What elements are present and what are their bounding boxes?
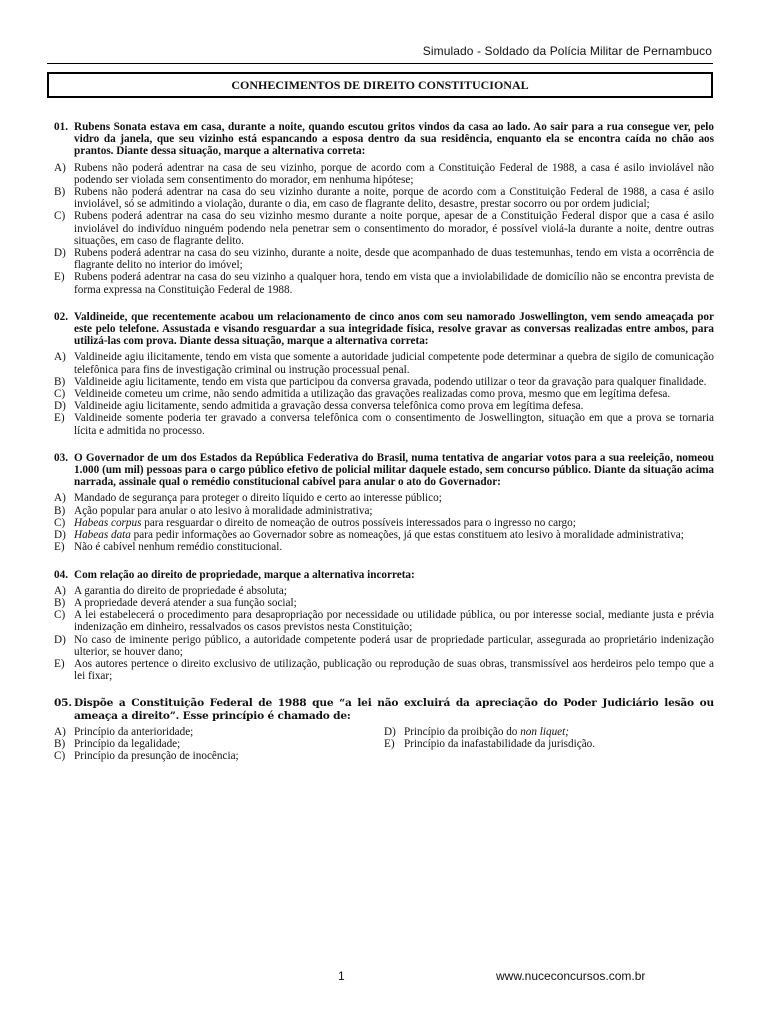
option-letter: C) bbox=[54, 210, 66, 223]
option-text: Rubens poderá adentrar na casa do seu vizinho a qualquer hora, tendo em vista que a inviolabilidade de domicílio não se encontra prevista de forma expressa na Constituição Federal de 1988. bbox=[74, 271, 714, 296]
option-b[interactable] bbox=[54, 505, 714, 517]
option-text: Princípio da anterioridade; bbox=[74, 725, 194, 738]
option-letter: A) bbox=[54, 492, 66, 505]
option-letter: E) bbox=[54, 657, 65, 670]
option-c[interactable] bbox=[54, 210, 714, 247]
question-stem bbox=[54, 311, 714, 348]
option-a[interactable] bbox=[54, 492, 714, 504]
option-text: Valdineide somente poderia ter gravado a conversa telefônica com o consentimento de Joswellington, situação em que a prova se tornaria lícita e admitida no processo. bbox=[74, 412, 714, 437]
option-letter: C) bbox=[54, 609, 66, 622]
option-italic-term: non liquet; bbox=[520, 725, 569, 738]
option-letter: D) bbox=[54, 247, 66, 260]
question-text: O Governador de um dos Estados da República Federativa do Brasil, numa tentativa de angariar votos para a sua reeleição, nomeou 1.000 (um mil) pessoas para o cargo público efetivo de policial militar daquele estado, sem concurso público. Diante da situação acima narrada, assinale qual o remédio constitucional cabível para anular o ato do Governador: bbox=[74, 451, 714, 489]
option-text: Rubens poderá adentrar na casa do seu vizinho, durante a noite, desde que acompanhado de duas testemunhas, tendo em vista a ocorrência de flagrante delito no interior do imóvel; bbox=[74, 247, 714, 272]
option-d[interactable] bbox=[384, 726, 714, 738]
question-number: 02. bbox=[54, 310, 68, 323]
question-stem bbox=[54, 569, 714, 581]
option-b[interactable] bbox=[54, 186, 714, 210]
option-text: Valdineide agiu licitamente, tendo em vista que participou da conversa gravada, podendo utilizar o teor da gravação para qualquer finalidade. bbox=[74, 375, 707, 388]
question-text: Com relação ao direito de propriedade, marque a alternativa incorreta: bbox=[74, 568, 415, 581]
option-text: Princípio da legalidade; bbox=[74, 737, 181, 750]
option-letter: C) bbox=[54, 388, 66, 401]
option-c[interactable] bbox=[54, 609, 714, 633]
question-2 bbox=[54, 311, 714, 437]
option-letter: E) bbox=[54, 541, 65, 554]
option-d[interactable] bbox=[54, 529, 714, 541]
option-a[interactable] bbox=[54, 351, 714, 375]
option-letter: C) bbox=[54, 516, 66, 529]
option-text: Princípio da presunção de inocência; bbox=[74, 750, 239, 763]
option-letter: B) bbox=[54, 737, 66, 750]
option-c[interactable] bbox=[54, 750, 384, 762]
option-d[interactable] bbox=[54, 634, 714, 658]
option-b[interactable] bbox=[54, 376, 714, 388]
option-a[interactable] bbox=[54, 162, 714, 186]
question-1 bbox=[54, 121, 714, 296]
option-letter: A) bbox=[54, 351, 66, 364]
option-text: Rubens não poderá adentrar na casa de seu vizinho, porque de acordo com a Constituição Federal de 1988, a casa é asilo inviolável não podendo ser violada sem consentimento do morador, em nenhuma hipótese; bbox=[74, 161, 714, 186]
question-number: 03. bbox=[54, 451, 68, 464]
question-stem bbox=[54, 452, 714, 489]
option-e[interactable] bbox=[384, 738, 714, 750]
option-text: A propriedade deverá atender a sua função social; bbox=[74, 596, 297, 609]
option-e[interactable] bbox=[54, 658, 714, 682]
running-header: Simulado - Soldado da Polícia Militar de Pernambuco bbox=[422, 44, 712, 58]
option-e[interactable] bbox=[54, 541, 714, 553]
options-left-column bbox=[54, 726, 384, 763]
header-rule bbox=[47, 63, 713, 64]
questions-container bbox=[54, 121, 714, 777]
option-text: Rubens poderá adentrar na casa do seu vizinho mesmo durante a noite porque, apesar de a Constituição Federal dispor que a casa é asilo inviolável do indivíduo ninguém podendo nela penetrar sem o consentimento do morador, é possível violá-la durante a noite, dentre outras situações, em caso de flagrante delito. bbox=[74, 210, 714, 247]
option-rest: Princípio da proibição do bbox=[404, 725, 521, 738]
question-text: Rubens Sonata estava em casa, durante a noite, quando escutou gritos vindos da casa ao lado. Ao sair para a rua consegue ver, pelo vidro da janela, que seu vizinho está espancando a esposa dentro da sua residência, enquanto ela se encontra caída no chão aos prantos. Diante dessa situação, marque a alternativa correta: bbox=[74, 121, 714, 158]
option-letter: D) bbox=[54, 633, 66, 646]
option-letter: E) bbox=[54, 271, 65, 284]
section-title: CONHECIMENTOS DE DIREITO CONSTITUCIONAL bbox=[47, 72, 713, 98]
option-letter: D) bbox=[384, 725, 396, 738]
option-text: Princípio da inafastabilidade da jurisdição. bbox=[404, 737, 596, 750]
option-a[interactable] bbox=[54, 585, 714, 597]
option-italic-term: Habeas data bbox=[74, 529, 131, 542]
option-letter: D) bbox=[54, 400, 66, 413]
options-right-column bbox=[384, 726, 714, 763]
option-text: Ação popular para anular o ato lesivo à moralidade administrativa; bbox=[74, 504, 373, 517]
option-letter: A) bbox=[54, 725, 66, 738]
option-text: Veldineide cometeu um crime, não sendo admitida a utilização das gravações realizadas como prova, mesmo que em legítima defesa. bbox=[74, 388, 671, 401]
option-text: Não é cabível nenhum remédio constitucional. bbox=[74, 541, 283, 554]
option-letter: B) bbox=[54, 596, 66, 609]
question-number: 05. bbox=[54, 697, 72, 710]
question-text: Valdineide, que recentemente acabou um relacionamento de cinco anos com seu namorado Joswellington, vem sendo ameaçada por este pelo telefone. Assustada e visando resguardar a sua integridade física, resolve gravar as conversas realizadas entre ambos, para utilizá-las com prova. Diante dessa situação, marque a alternativa correta: bbox=[74, 310, 714, 348]
question-text: Dispõe a Constituição Federal de 1988 que “a lei não excluirá da apreciação do Poder Judiciário lesão ou ameaça a direito”. Esse princípio é chamado de: bbox=[74, 697, 714, 722]
question-number: 01. bbox=[54, 121, 68, 133]
question-5 bbox=[54, 697, 714, 762]
option-letter: C) bbox=[54, 750, 66, 763]
option-italic-term: Habeas corpus bbox=[74, 516, 142, 529]
option-text bbox=[74, 529, 714, 541]
page-number: 1 bbox=[338, 969, 345, 983]
option-letter: D) bbox=[54, 529, 66, 542]
option-d[interactable] bbox=[54, 247, 714, 271]
footer-website: www.nuceconcursos.com.br bbox=[496, 969, 646, 983]
option-text: Valdineide agiu ilicitamente, tendo em vista que somente a autoridade judicial competente pode determinar a quebra de sigilo de comunicação telefônica para fins de investigação criminal ou instrução processual penal. bbox=[74, 351, 714, 376]
option-text: Aos autores pertence o direito exclusivo de utilização, publicação ou reprodução de suas obras, transmissível aos herdeiros pelo tempo que a lei fixar; bbox=[74, 657, 714, 683]
option-text: Rubens não poderá adentrar na casa do seu vizinho durante a noite, porque de acordo com a Constituição Federal de 1988, a casa é asilo inviolável, só se admitindo a violação, durante o dia, em caso de flagrante delito, desastre, prestar socorro ou por ordem judicial; bbox=[74, 186, 714, 211]
option-text: Mandado de segurança para proteger o direito líquido e certo ao interesse público; bbox=[74, 492, 442, 505]
question-stem bbox=[54, 697, 714, 721]
option-letter: E) bbox=[54, 412, 65, 425]
option-letter: A) bbox=[54, 161, 66, 174]
option-c[interactable] bbox=[54, 388, 714, 400]
option-text bbox=[404, 726, 714, 738]
option-letter: A) bbox=[54, 584, 66, 597]
option-text: A lei estabelecerá o procedimento para desapropriação por necessidade ou utilidade pública, ou por interesse social, mediante justa e prévia indenização em dinheiro, ressalvados os casos previstos nesta Constituição; bbox=[74, 609, 714, 634]
option-e[interactable] bbox=[54, 412, 714, 436]
question-number: 04. bbox=[54, 568, 68, 581]
option-b[interactable] bbox=[54, 597, 714, 609]
option-a[interactable] bbox=[54, 726, 384, 738]
option-rest: para resguardar o direito de nomeação de outros possíveis interessados para o ingresso no cargo; bbox=[141, 516, 576, 529]
question-4 bbox=[54, 569, 714, 683]
option-text: No caso de iminente perigo público, a autoridade competente poderá usar de propriedade particular, assegurada ao proprietário indenização ulterior, se houver dano; bbox=[74, 633, 714, 658]
option-text bbox=[74, 517, 714, 529]
option-c[interactable] bbox=[54, 517, 714, 529]
option-letter: B) bbox=[54, 186, 66, 199]
option-d[interactable] bbox=[54, 400, 714, 412]
options-two-columns bbox=[54, 726, 714, 763]
option-letter: E) bbox=[384, 737, 395, 750]
option-e[interactable] bbox=[54, 271, 714, 295]
option-rest: para pedir informações ao Governador sobre as nomeações, já que estas constituem ato lesivo à moralidade administrativa; bbox=[130, 529, 684, 542]
question-stem bbox=[54, 121, 714, 158]
question-3 bbox=[54, 452, 714, 554]
option-letter: B) bbox=[54, 504, 66, 517]
option-text: Valdineide agiu licitamente, sendo admitida a gravação dessa conversa telefônica como prova em legítima defesa. bbox=[74, 400, 584, 413]
option-letter: B) bbox=[54, 375, 66, 388]
option-text: A garantia do direito de propriedade é absoluta; bbox=[74, 584, 287, 597]
option-b[interactable] bbox=[54, 738, 384, 750]
